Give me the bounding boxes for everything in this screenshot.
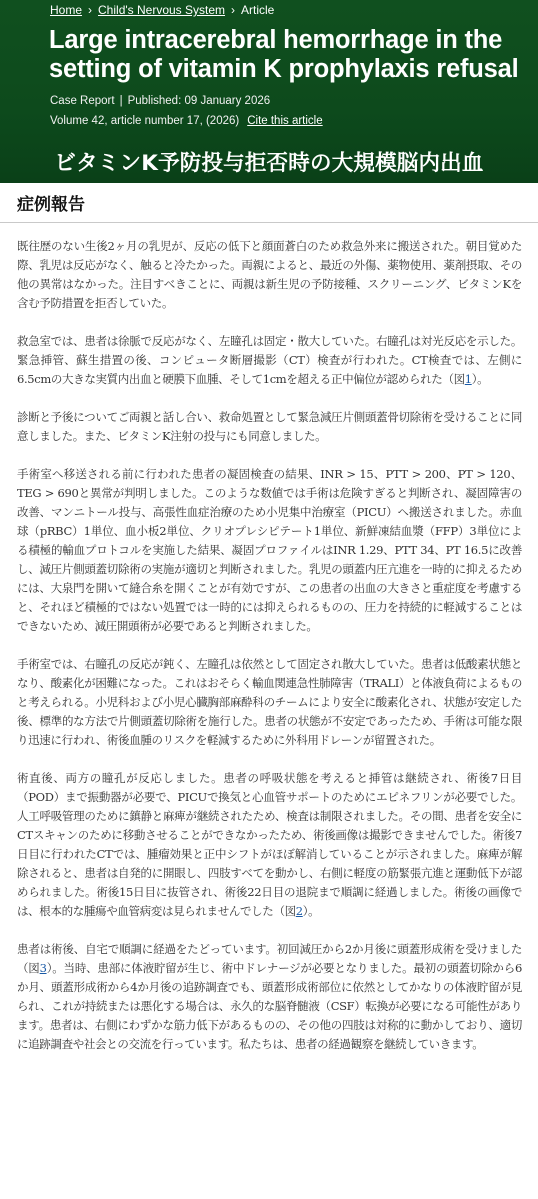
paragraph-2 [17, 332, 522, 389]
paragraph-1 [17, 237, 522, 313]
paragraph-4 [17, 465, 522, 636]
article-meta [50, 94, 270, 108]
article-title: Large intracerebral hemorrhage in the setting of vitamin K prophylaxis refusal [49, 26, 519, 83]
breadcrumb-journal-link[interactable]: Child's Nervous System [98, 3, 226, 17]
chevron-right-icon: › [88, 3, 93, 17]
paragraph-text-tail: ）。当時、患部に体液貯留が生じ、術中ドレナージが必要となりました。最初の頭蓋切除から6か月、頭蓋形成術から4か月後の追跡調査でも、頭蓋形成術部位に依然としてかなりの体液貯留が見られ、これが持続または悪化する場合は、永久的な脳脊髄液（CSF）転換が必要になる可能性があります。患者は、右側にわずかな筋力低下があるものの、その他の四肢は対称的に動かしており、適切に追跡調査や社会との交流を行っています。私たちは、患者の経過観察を継続していきます。 [17, 961, 522, 1051]
figure-2-link[interactable]: 2 [295, 904, 303, 918]
meta-separator: | [119, 95, 123, 107]
article-body [17, 237, 522, 1054]
section-heading: 症例報告 [17, 195, 85, 215]
chevron-right-icon: › [231, 3, 236, 17]
cite-this-article-link[interactable]: Cite this article [247, 115, 323, 127]
breadcrumb-home-link[interactable]: Home [50, 3, 83, 17]
paragraph-text-tail: ）。 [471, 372, 489, 386]
paragraph-text: 術直後、両方の瞳孔が反応しました。患者の呼吸状態を考えると挿管は継続され、術後7日目（POD）まで振動器が必要で、PICUで換気と心血管サポートのためにエピネフリンが必要でした。人工呼吸管理のために鎮静と麻痺が継続されたため、検査は制限されました。その間、患者を安全にCTスキャンのために移動させることができなかったため、術後画像は撮影できませんでした。術後7日目に行われたCTでは、腫瘤効果と正中シフトがほぼ解消していることが示されました。麻痺が解除されると、患者は自発的に開眼し、四肢すべてを動かし、右側に軽度の筋緊張亢進と運動低下が認められました。術後15日目に抜管され、術後22日目の退院まで順調に経過しました。術後の画像では、根本的な腫瘍や血管病変は見られませんでした（図 [17, 771, 522, 918]
published-date: Published: 09 January 2026 [127, 95, 271, 107]
paragraph-6 [17, 769, 522, 921]
figure-1-link[interactable]: 1 [464, 372, 472, 386]
paragraph-text: 患者は術後、自宅で順調に経過をたどっています。初回減圧から2か月後に頭蓋形成術を受けました（図 [17, 942, 522, 975]
article-volume-line [50, 114, 323, 128]
volume-info: Volume 42, article number 17, (2026) [50, 115, 240, 127]
breadcrumb-current: Article [241, 3, 275, 17]
paragraph-text: 手術室では、右瞳孔の反応が鈍く、左瞳孔は依然として固定され散大していた。患者は低酸素状態となり、酸素化が困難になった。これはおそらく輸血関連急性肺障害（TRALI）と体液負荷によるものと考えられる。小児科および小児心臓胸部麻酔科のチームにより安全に酸素化され、状態が安定した後、標準的な方法で片側頭蓋切除術を施行した。患者の状態が不安定であったため、手術は可能な限り迅速に行われ、術後血腫のリスクを軽減するために外科用ドレーンが留置された。 [17, 657, 522, 747]
paragraph-7 [17, 940, 522, 1054]
paragraph-text: 救急室では、患者は徐脈で反応がなく、左瞳孔は固定・散大していた。右瞳孔は対光反応を示した。緊急挿管、蘇生措置の後、コンピュータ断層撮影（CT）検査が行われた。CT検査では、左側に6.5cmの大きな実質内出血と硬膜下血腫、そして1cmを超える正中偏位が認められた（図 [17, 334, 522, 386]
article-type: Case Report [50, 95, 115, 107]
paragraph-3 [17, 408, 522, 446]
paragraph-text: 既往歴のない生後2ヶ月の乳児が、反応の低下と顔面蒼白のため救急外来に搬送された。朝目覚めた際、乳児は反応がなく、触ると冷たかった。両親によると、最近の外傷、薬物使用、薬剤摂取、その他の異常はなかった。注目すべきことに、両親は新生児の予防接種、スクリーニング、ビタミンKを含む予防措置を拒否していた。 [17, 239, 522, 310]
section-divider [0, 222, 538, 223]
japanese-title: ビタミンK予防投与拒否時の大規模脳内出血 [54, 151, 484, 176]
article-header [0, 0, 538, 183]
figure-3-link[interactable]: 3 [39, 961, 47, 975]
paragraph-5 [17, 655, 522, 750]
paragraph-text-tail: ）。 [302, 904, 320, 918]
paragraph-text: 診断と予後についてご両親と話し合い、救命処置として緊急減圧片側頭蓋骨切除術を受けることに同意しました。また、ビタミンK注射の投与にも同意しました。 [17, 410, 522, 443]
paragraph-text: 手術室へ移送される前に行われた患者の凝固検査の結果、INR > 15、PTT > 200、PT > 120、TEG > 690と異常が判明しました。このような数値では手術は危険すぎると判断され、凝固障害の改善、マンニトール投与、高張性血症治療のため小児集中治療室（PICU）へ搬送されました。赤血球（pRBC）1単位、血小板2単位、クリオプレシピテート1単位、新鮮凍結血漿（FFP）3単位による積極的輸血プロトコルを実施した結果、凝固プロファイルはINR 1.29、PTT 34、PT 16.5に改善し、減圧片側頭蓋切除術の実施が適切と判断されました。乳児の頭蓋内圧亢進を一時的に抑えるためには、大泉門を開いて縫合糸を開くことが有効ですが、この患者の出血の大きさと重症度を考慮すると、それほど積極的ではない処置では一時的には抑えられるものの、圧力を持続的に軽減することはできないため、減圧開頭術が必要であると判断されました。 [17, 467, 522, 633]
breadcrumb [50, 2, 274, 18]
